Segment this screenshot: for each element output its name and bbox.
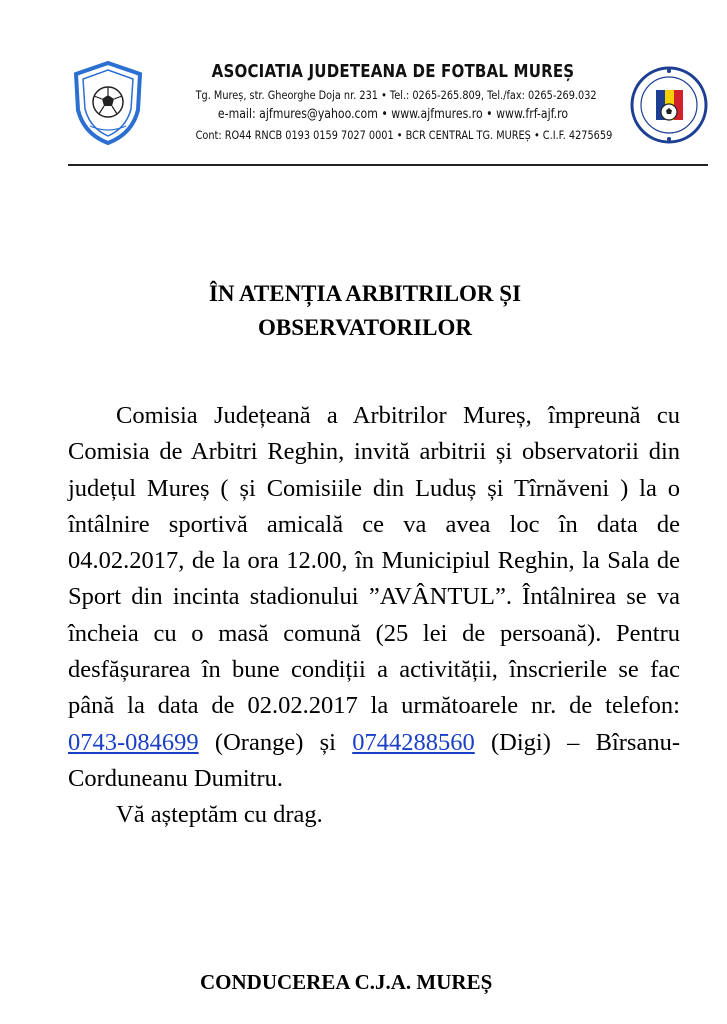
invitation-text: Comisia Județeană a Arbitrilor Mureș, împreună cu Comisia de Arbitri Reghin, invită arbitrii și observatorii din județul Mureș ( și Comisiile din Luduș și Tîrnăveni ) la o întâlnire sportivă amicală ce va avea loc în data de 04.02.2017, de la ora 12.00, în Municipiul Reghin, la Sala de Sport din incinta stadionului ”AVÂNTUL”. Întâlnirea se va încheia cu o masă comună (25 lei de persoană). Pentru desfășurarea în bune condiții a activității, înscrierile se fac până la data de 02.02.2017 la următoarele nr. de telefon: xyxy=(68,402,680,720)
closing-greeting: Vă așteptăm cu drag. xyxy=(116,801,323,829)
contact-person-text: (Digi) – Bîrsanu-Corduneanu Dumitru. xyxy=(68,728,680,792)
announcement-body xyxy=(68,398,680,834)
phone-link-orange[interactable]: 0743-084699 xyxy=(68,728,199,756)
organization-name: ASOCIATIA JUDETEANA DE FOTBAL MUREȘ xyxy=(211,62,575,82)
frf-romania-crest-icon xyxy=(630,56,708,154)
bank-account-line: Cont: RO44 RNCB 0193 0159 7027 0001 • BCR CENTRAL TG. MUREȘ • C.I.F. 4275659 xyxy=(195,128,613,142)
ajf-mures-crest-icon xyxy=(70,60,146,146)
letterhead xyxy=(68,54,708,166)
phone-link-digi[interactable]: 0744288560 xyxy=(352,728,475,756)
announcement-title xyxy=(100,277,630,345)
phone-separator-text: (Orange) și xyxy=(198,728,353,756)
contact-line: e-mail: ajfmures@yahoo.com • www.ajfmures.ro • www.frf-ajf.ro xyxy=(217,107,569,122)
header-divider xyxy=(68,164,708,166)
signature-line: CONDUCEREA C.J.A. MUREȘ xyxy=(200,970,493,994)
address-line: Tg. Mureș, str. Gheorghe Doja nr. 231 • Tel.: 0265-265.809, Tel./fax: 0265-269.032 xyxy=(195,88,597,102)
title-line-1: ÎN ATENȚIA ARBITRILOR ȘI xyxy=(208,281,522,306)
title-line-2: OBSERVATORILOR xyxy=(258,315,472,340)
invitation-paragraph xyxy=(68,398,680,797)
